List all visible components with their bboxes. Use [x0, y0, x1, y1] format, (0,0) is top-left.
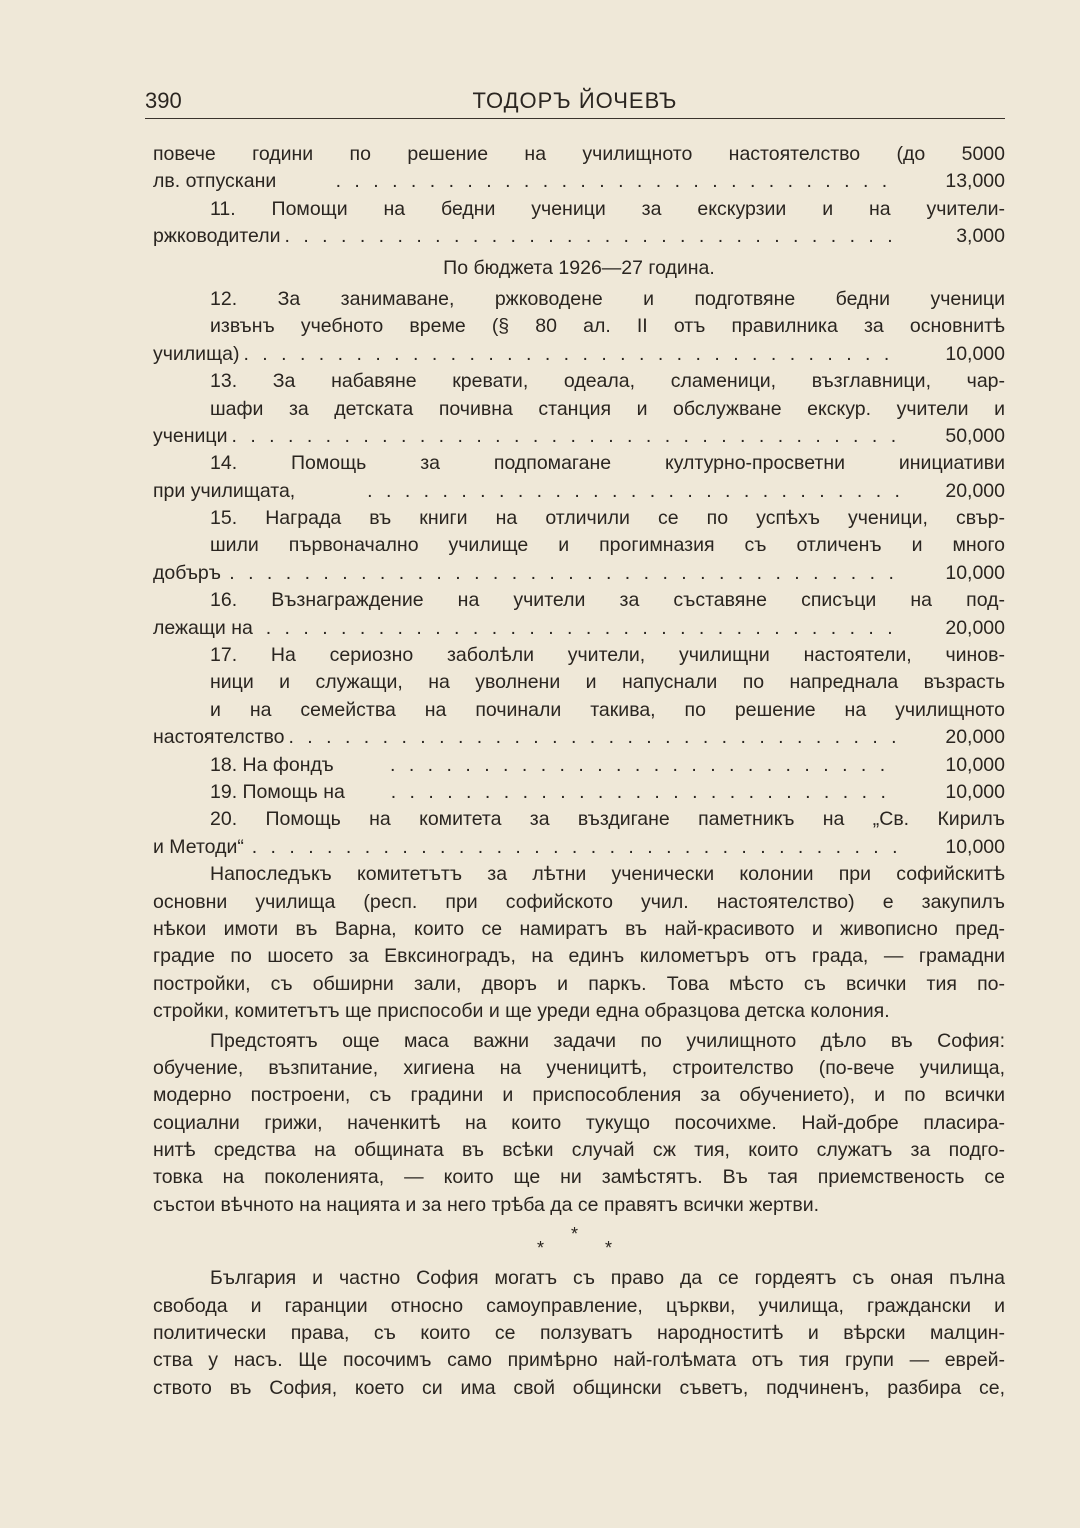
item-line: [153, 196, 1005, 223]
item-line: [153, 642, 1005, 669]
paragraph-line: [153, 861, 1005, 888]
paragraph-text: ства у насъ. Ще посочимъ само примѣрно най-голѣмата отъ тия групи — еврей-: [153, 1349, 1005, 1372]
expense-list-budget: [153, 286, 1005, 861]
leader-dots: [262, 615, 899, 642]
item-text: и Методи“: [153, 835, 244, 858]
item-text: шафи за детската почивна станция и обслужване екскур. учители и: [210, 397, 1005, 420]
item-text: настоятелство: [153, 726, 285, 749]
leader-dots: [248, 834, 899, 861]
item-amount: 10,000: [945, 342, 1005, 365]
item-amount: 3,000: [956, 225, 1005, 248]
item-text: 19. Помощь на: [210, 780, 345, 803]
item-line: [153, 368, 1005, 395]
item-line: [153, 141, 1005, 168]
paragraph-line: [153, 1055, 1005, 1082]
item-amount: 13,000: [945, 170, 1005, 193]
paragraph-line: [153, 1082, 1005, 1109]
item-total-line: [153, 834, 1005, 861]
item-text: 15. Награда въ книги на отличили се по успѣхъ ученици, свър-: [210, 507, 1005, 530]
item-text: извънъ учебното време (§ 80 ал. II отъ правилника за основнитѣ: [210, 315, 1005, 338]
item-text: 17. На сериозно заболѣли учители, училищни настоятели, чинов-: [210, 644, 1005, 667]
paragraph-text: постройки, съ обширни зали, дворъ и паркъ. Това мѣсто съ всички тия по-: [153, 972, 1005, 995]
paragraph-text: стройки, комитетътъ ще приспособи и ще уреди една образцова детска колония.: [153, 1000, 890, 1023]
paragraph-text: нѣкои имоти въ Варна, които се намиратъ въ най-красивото и живописно пред-: [153, 917, 1005, 940]
item-total-line: [153, 615, 1005, 642]
item-line: [153, 313, 1005, 340]
page-body: [153, 141, 1005, 1402]
paragraph-text: България и частно София могатъ съ право да се гордеятъ съ оная пълна: [210, 1267, 1005, 1290]
paragraph-minorities: [153, 1265, 1005, 1402]
item-text: училища): [153, 342, 240, 365]
item-total-line: [153, 478, 1005, 505]
budget-heading: По бюджета 1926—27 година.: [443, 256, 715, 279]
leader-dots: [387, 779, 899, 806]
item-text: 14. Помощь за подпомагане културно-просветни инициативи: [210, 452, 1005, 475]
item-total-line: [153, 752, 1005, 779]
item-amount: 10,000: [945, 561, 1005, 584]
paragraph-line: [153, 1192, 1005, 1219]
section-separator: [153, 1219, 1005, 1265]
leader-dots: [386, 752, 899, 779]
leader-dots: [281, 223, 900, 250]
page-header: [145, 84, 1005, 119]
paragraph-tasks: [153, 1028, 1005, 1220]
paragraph-line: [153, 1347, 1005, 1374]
item-amount: 10,000: [945, 753, 1005, 776]
paragraph-text: градие по шосето за Евксиноградъ, на единъ километъръ отъ града, — грамадни: [153, 945, 1005, 968]
item-text: шили първоначално училище и прогимназия съ отличенъ и много: [210, 534, 1005, 557]
item-amount: 50,000: [945, 424, 1005, 447]
paragraph-text: модерно построени, съ градини и приспособления за обучението), и по всички: [153, 1084, 1005, 1107]
item-line: [153, 450, 1005, 477]
item-amount: 10,000: [945, 835, 1005, 858]
item-total-line: [153, 341, 1005, 368]
leader-dots: [225, 560, 899, 587]
leader-dots: [227, 423, 899, 450]
item-text: лв. отпускани: [153, 170, 277, 193]
item-total-line: [153, 423, 1005, 450]
paragraph-text: социални грижи, наченкитѣ на които тукущо посочихме. Най-добре пласира-: [153, 1111, 1005, 1134]
paragraph-line: [153, 1137, 1005, 1164]
leader-dots: [239, 341, 899, 368]
item-total-line: [153, 779, 1005, 806]
item-text: добъръ: [153, 561, 221, 584]
item-text: 12. За занимаване, ржководене и подготвяне бедни ученици: [210, 287, 1005, 310]
item-text: 13. За набавяне кревати, одеала, сламеници, възглавници, чар-: [210, 370, 1005, 393]
item-line: [153, 806, 1005, 833]
item-line: [153, 505, 1005, 532]
paragraph-text: нитѣ средства на общината въ всѣки случай сж тия, които служатъ за подго-: [153, 1139, 1005, 1162]
paragraph-line: [153, 1164, 1005, 1191]
leader-dots: [363, 478, 899, 505]
paragraph-colonies: [153, 861, 1005, 1025]
paragraph-text: свобода и гаранции относно самоуправление, църкви, училища, граждански и: [153, 1294, 1005, 1317]
item-total-line: [153, 724, 1005, 751]
page-number: 390: [145, 88, 182, 113]
paragraph-line: [153, 1028, 1005, 1055]
item-text: повече години по решение на училищното настоятелство (до 5000: [153, 143, 1005, 165]
item-text: 20. Помощь на комитета за въздигане паметникъ на „Св. Кирилъ: [210, 808, 1005, 831]
paragraph-text: състои вѣчното на нацията и за него трѣба да се правятъ всички жертви.: [153, 1193, 820, 1216]
paragraph-text: основни училища (респ. при софийското учил. настоятелство) е закупилъ: [153, 890, 1005, 913]
item-text: ржководители: [153, 225, 281, 248]
item-text: 11. Помощи на бедни ученици за екскурзии и на учители-: [210, 197, 1005, 220]
item-text: лежащи на: [153, 616, 253, 639]
paragraph-line: [153, 1110, 1005, 1137]
item-text: ници и служащи, на уволнени и напуснали по напреднала възрасть: [210, 671, 1005, 694]
item-total-line: [153, 168, 1005, 195]
separator-star-right: *: [605, 1238, 613, 1259]
item-line: [153, 669, 1005, 696]
paragraph-text: Напоследъкъ комитетътъ за лѣтни ученически колонии при софийскитѣ: [210, 863, 1005, 886]
paragraph-line: [153, 971, 1005, 998]
item-amount: 20,000: [945, 726, 1005, 749]
item-line: [153, 286, 1005, 313]
paragraph-text: ството въ София, което си има свой общински съветъ, подчиненъ, разбира се,: [153, 1376, 1005, 1399]
separator-star-left: *: [537, 1238, 545, 1259]
item-amount: 10,000: [945, 780, 1005, 803]
leader-dots: [284, 724, 899, 751]
paragraph-line: [153, 943, 1005, 970]
item-text: 18. На фондъ: [210, 753, 334, 776]
item-line: [153, 396, 1005, 423]
paragraph-text: политически права, съ които се ползуватъ народноститѣ и вѣрски малцин-: [153, 1322, 1005, 1345]
paragraph-line: [153, 916, 1005, 943]
item-amount: 20,000: [945, 616, 1005, 639]
paragraph-text: Предстоятъ още маса важни задачи по училищното дѣло въ София:: [210, 1029, 1005, 1052]
paragraph-line: [153, 1375, 1005, 1402]
paragraph-line: [153, 1265, 1005, 1292]
paragraph-line: [153, 998, 1005, 1025]
item-total-line: [153, 223, 1005, 250]
item-line: [153, 697, 1005, 724]
paragraph-line: [153, 1293, 1005, 1320]
paragraph-text: обучение, възпитание, хигиена на ученицитѣ, строителство (по-вече училища,: [153, 1056, 1005, 1079]
expense-list-previous: [153, 141, 1005, 251]
item-total-line: [153, 560, 1005, 587]
item-text: ученици: [153, 424, 228, 447]
paragraph-text: товка на поколенията, — които ще ни замѣстятъ. Въ тая приемственость се: [153, 1166, 1005, 1189]
separator-star-top: *: [571, 1224, 579, 1245]
item-line: [153, 587, 1005, 614]
running-title: ТОДОРЪ ЙОЧЕВЪ: [472, 88, 678, 113]
item-text: при училищата,: [153, 479, 296, 502]
paragraph-line: [153, 889, 1005, 916]
item-line: [153, 532, 1005, 559]
item-text: 16. Възнаграждение на учители за съставяне списъци на под-: [210, 589, 1005, 612]
item-amount: 20,000: [945, 479, 1005, 502]
leader-dots: [332, 168, 899, 195]
paragraph-line: [153, 1320, 1005, 1347]
item-text: и на семейства на починали такива, по решение на училищното: [210, 698, 1005, 721]
